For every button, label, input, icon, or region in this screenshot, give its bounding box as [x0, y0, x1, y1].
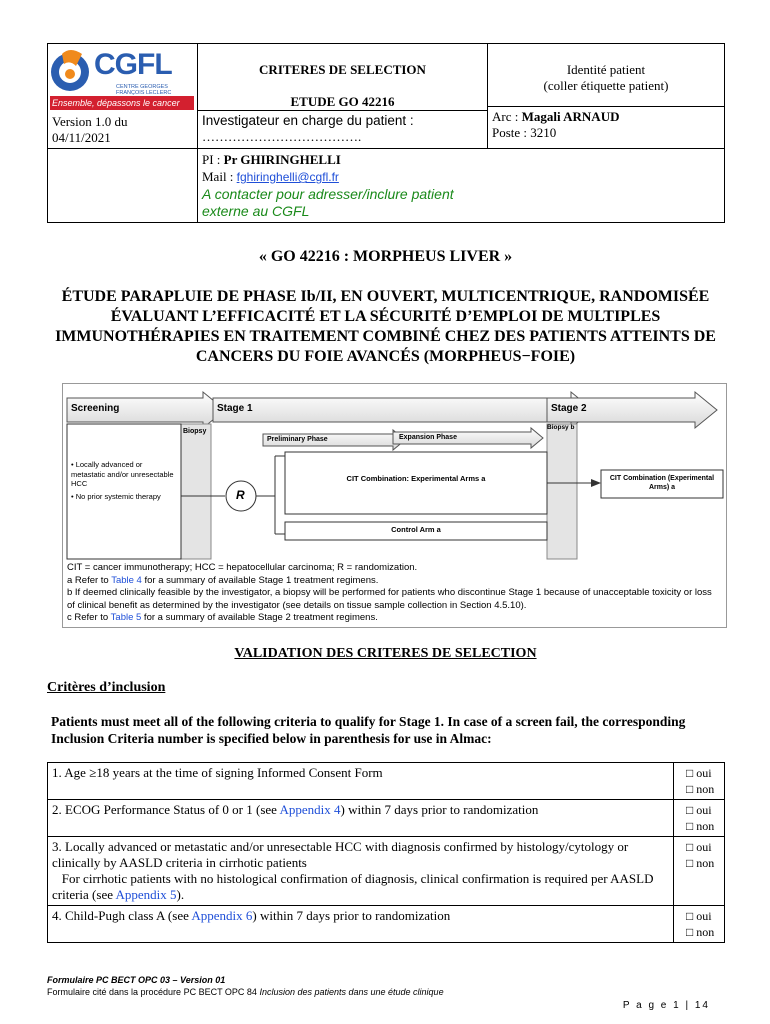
non-checkbox[interactable]: □ non [686, 856, 715, 870]
criterion-3-options [674, 837, 725, 906]
criteria-bullet-2: • No prior systemic therapy [71, 492, 161, 501]
criterion-4-options [674, 906, 725, 943]
page-number: P a g e 1 | 14 [622, 1000, 710, 1011]
table-row [48, 906, 725, 943]
logo-text: CGFL [94, 48, 172, 81]
criteria-title-cell [198, 44, 488, 149]
table5-link[interactable]: Table 5 [110, 612, 142, 623]
cgfl-logo [48, 44, 197, 114]
non-checkbox[interactable]: □ non [686, 925, 715, 939]
stage2-label: Stage 2 [551, 403, 587, 414]
poste: Poste : 3210 [492, 125, 557, 140]
investigator-label: Investigateur en charge du patient : [202, 113, 414, 128]
arc-line [492, 109, 720, 125]
study-name: « GO 42216 : MORPHEUS LIVER » [258, 248, 513, 265]
randomize-label: R [236, 488, 245, 502]
oui-checkbox[interactable]: □ oui [686, 840, 712, 854]
table-row [48, 800, 725, 837]
non-checkbox[interactable]: □ non [686, 782, 715, 796]
note-a-post: for a summary of available Stage 1 treatment regimens. [141, 574, 379, 586]
oui-checkbox[interactable]: □ oui [686, 909, 712, 923]
arc-name: Magali ARNAUD [521, 109, 620, 124]
appendix4-link[interactable]: Appendix 4 [279, 802, 341, 817]
table4-link[interactable]: Table 4 [111, 574, 142, 586]
footer-procedure [47, 987, 444, 997]
criterion-2-text: 2. ECOG Performance Status of 0 or 1 (see [52, 802, 280, 817]
patient-identity-1: Identité patient [566, 62, 646, 77]
mail-label: Mail : [202, 169, 237, 184]
table-row [48, 837, 725, 906]
study-full-title: ÉTUDE PARAPLUIE DE PHASE Ib/II, EN OUVERT, MULTICENTRIQUE, RANDOMISÉE ÉVALUANT L’EFFICACITÉ ET LA SÉCURITÉ D’EMPLOI DE MULTIPLES IMMUNOTHÉRAPIES EN TRAITEMENT COMBINÉ CHEZ DES PATIENTS ATTEINTS DE CANCERS DU FOIE AVANCÉS (MORPHEUS−FOIE) [55, 288, 716, 365]
footer-form-id: Formulaire PC BECT OPC 03 – Version 01 [47, 975, 226, 985]
criterion-3-text: 3. Locally advanced or metastatic and/or unresectable HCC with diagnosis confirmed by histology/cytology or clinically by AASLD criteria in cirrhotic patients [52, 839, 629, 870]
pi-cell [198, 149, 725, 223]
logo-slogan: Ensemble, dépassons le cancer [52, 98, 180, 108]
header-table [47, 43, 725, 223]
study-title: ETUDE GO 42216 [290, 94, 395, 109]
validation-title: VALIDATION DES CRITERES DE SELECTION [234, 646, 537, 661]
oui-checkbox[interactable]: □ oui [686, 803, 712, 817]
criterion-3-extra-text: For cirrhotic patients with no histological confirmation of diagnosis, clinical confirmation is required per AASLD criteria (see [52, 871, 657, 902]
note-c [67, 612, 717, 625]
criteria-bullet-1: • Locally advanced or metastatic and/or unresectable HCC [71, 460, 174, 488]
arc-label: Arc : [492, 109, 522, 124]
logo-line2: FRANÇOIS LECLERC [116, 90, 172, 96]
to-stage2-arrowhead [591, 479, 601, 487]
biopsy-column-1 [181, 424, 211, 559]
version-line1: Version 1.0 du [52, 114, 128, 129]
pi-line [202, 151, 720, 168]
mail-line [202, 168, 720, 186]
note-b: b If deemed clinically feasible by the investigator, a biopsy will be performed for patients who discontinue Stage 1 because of unacceptable toxicity or loss of clinical benefit as determined by the investigator (see details on tissue sample collection in Section 4.5.10). [67, 587, 712, 611]
cit-stage2-label: CIT Combination (Experimental Arms) a [609, 475, 715, 491]
criterion-1 [48, 763, 674, 800]
note-c-post: for a summary of available Stage 2 treatment regimens. [141, 612, 378, 623]
oui-checkbox[interactable]: □ oui [686, 766, 712, 780]
logo-line1: CENTRE GEORGES [116, 84, 168, 90]
control-arm-label: Control Arm a [391, 525, 441, 534]
biopsy-label: Biopsy [183, 428, 207, 435]
experimental-arms-box [285, 452, 547, 514]
screening-label: Screening [71, 403, 120, 414]
logo-cell [48, 44, 198, 149]
criterion-3-extra-after: ). [176, 887, 185, 902]
criteria-table [47, 762, 725, 943]
diagram-notes [67, 562, 717, 625]
stage1-label: Stage 1 [217, 403, 253, 414]
criterion-1-options [674, 763, 725, 800]
table-row [48, 763, 725, 800]
criterion-3 [48, 837, 674, 906]
criterion-2-after: ) within 7 days prior to randomization [340, 802, 539, 817]
inclusion-heading: Critères d’inclusion [47, 680, 166, 695]
note-abbrev: CIT = cancer immunotherapy; HCC = hepatocellular carcinoma; R = randomization. [67, 562, 418, 573]
criterion-1-text: 1. Age ≥18 years at the time of signing Informed Consent Form [52, 765, 383, 780]
cit-exp-label: CIT Combination: Experimental Arms a [346, 474, 486, 483]
empty-cell [48, 149, 198, 223]
contact-note: A contacter pour adresser/inclure patient externe au CGFL [202, 186, 454, 219]
inclusion-intro: Patients must meet all of the following criteria to qualify for Stage 1. In case of a screen fail, the corresponding Inclusion Criteria number is specified below in parenthesis for use in Almac: [51, 714, 686, 746]
note-c-pre: c Refer to [67, 612, 111, 623]
expansion-label: Expansion Phase [399, 434, 457, 441]
criterion-4-after: ) within 7 days prior to randomization [252, 908, 451, 923]
criterion-2-options [674, 800, 725, 837]
preliminary-label: Preliminary Phase [267, 436, 328, 443]
investigator-dots: ………………………………. [202, 129, 362, 144]
pi-name: Pr GHIRINGHELLI [223, 152, 341, 167]
stage1-arrow [213, 392, 593, 428]
pi-label: PI : [202, 152, 224, 167]
footer-procedure-title: Inclusion des patients dans une étude clinique [259, 987, 444, 997]
mail-link[interactable]: fghiringhelli@cgfl.fr [236, 170, 339, 184]
footer-procedure-pre: Formulaire cité dans la procédure PC BECT OPC 84 [47, 987, 260, 997]
version-line2: 04/11/2021 [52, 130, 111, 145]
study-design-diagram [62, 383, 727, 628]
criterion-4-text: 4. Child-Pugh class A (see [52, 908, 192, 923]
criterion-4 [48, 906, 674, 943]
non-checkbox[interactable]: □ non [686, 819, 715, 833]
note-a-pre: a Refer to [67, 574, 112, 586]
biopsy-column-2 [547, 424, 577, 559]
appendix5-link[interactable]: Appendix 5 [115, 887, 177, 902]
patient-identity-2: (coller étiquette patient) [543, 78, 669, 93]
criterion-3-extra [52, 871, 669, 903]
patient-cell [488, 44, 725, 149]
criteria-title: CRITERES DE SELECTION [259, 62, 426, 77]
note-a [67, 575, 717, 588]
biopsy-b-label: Biopsy b [547, 424, 575, 431]
criterion-2 [48, 800, 674, 837]
appendix6-link[interactable]: Appendix 6 [191, 908, 253, 923]
